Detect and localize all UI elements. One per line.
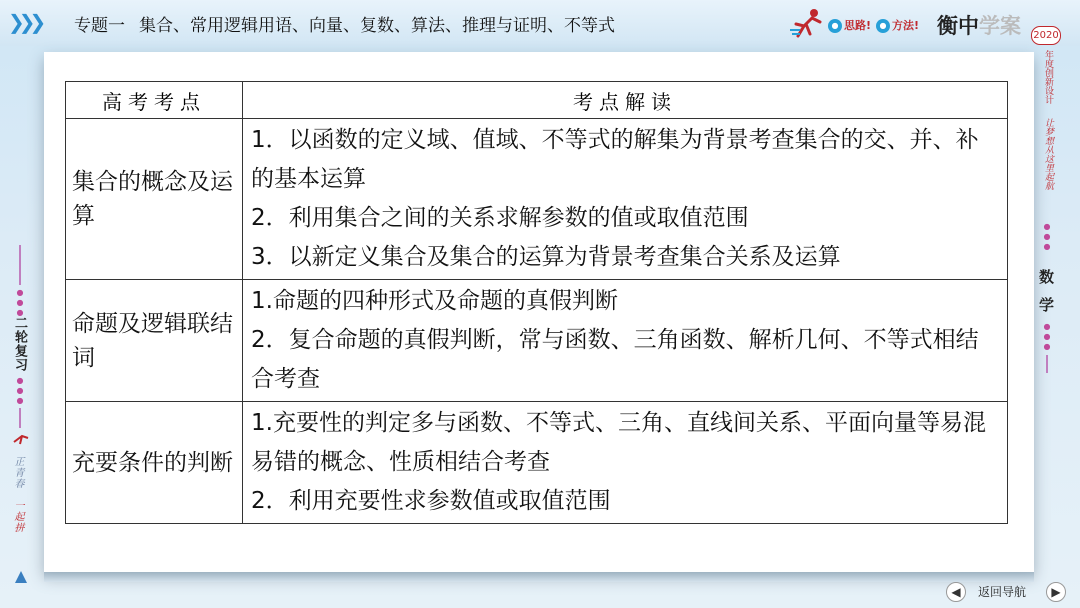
rail-line bbox=[1046, 355, 1048, 373]
description-line: 1.充要性的判定多与函数、不等式、三角、直线间关系、平面向量等易混易错的概念、性质相结合考查 bbox=[251, 410, 986, 475]
back-to-nav-link[interactable]: 返回导航 bbox=[978, 585, 1027, 599]
runner-logo-icon bbox=[788, 6, 828, 40]
thinking-icon: ● bbox=[828, 19, 842, 33]
table-row bbox=[66, 402, 1008, 524]
description-line: 2．复合命题的真假判断，常与函数、三角函数、解析几何、不等式相结合考查 bbox=[251, 327, 979, 392]
tag-method: ● 方法! bbox=[876, 17, 919, 33]
subject-label-2: 学 bbox=[1039, 296, 1055, 314]
rail-line bbox=[19, 408, 21, 428]
row-description bbox=[243, 402, 1008, 524]
rail-dots: ● ● ● bbox=[1043, 222, 1051, 251]
content-card bbox=[44, 52, 1034, 572]
table-header-row bbox=[66, 82, 1008, 119]
arrow-right-icon[interactable]: ▶ bbox=[1046, 582, 1066, 602]
table-row bbox=[66, 119, 1008, 280]
row-topic: 命题及逻辑联结词 bbox=[66, 280, 243, 402]
brand-logo: 衡中学案 bbox=[937, 13, 1021, 38]
page-title bbox=[74, 11, 615, 36]
method-icon: ● bbox=[876, 19, 890, 33]
rail-dots: ● ● ● bbox=[1043, 322, 1051, 351]
description-line: 2．利用充要性求参数值或取值范围 bbox=[251, 488, 611, 514]
header-bar bbox=[0, 0, 1080, 46]
logo-mark-icon bbox=[12, 568, 30, 586]
row-topic: 充要条件的判断 bbox=[66, 402, 243, 524]
row-description bbox=[243, 119, 1008, 280]
table-row bbox=[66, 280, 1008, 402]
column-header-description: 考点解读 bbox=[243, 82, 1008, 119]
arrow-left-icon[interactable]: ◀ bbox=[946, 582, 966, 602]
column-header-topic: 高考考点 bbox=[66, 82, 243, 119]
row-topic: 集合的概念及运算 bbox=[66, 119, 243, 280]
tag-thinking: ● 思路! bbox=[828, 17, 871, 33]
design-label: 年度创新设计 bbox=[1043, 50, 1053, 104]
row-description bbox=[243, 280, 1008, 402]
card-shadow-bar bbox=[44, 572, 1034, 582]
description-line: 3．以新定义集合及集合的运算为背景考查集合关系及运算 bbox=[251, 244, 841, 270]
subject-label-1: 数 bbox=[1039, 268, 1055, 286]
youth-label: 正青春 bbox=[12, 456, 23, 489]
chapter-label: 专题一 bbox=[74, 16, 125, 36]
year-badge: 2020 bbox=[1031, 26, 1061, 45]
exam-points-table bbox=[65, 81, 1008, 524]
chevron-right-icon: ❯❯❯ bbox=[8, 10, 41, 34]
rail-dots: ● ● ● bbox=[16, 376, 24, 405]
slogan-label: 让梦想从这里起航 bbox=[1043, 118, 1053, 190]
together-label: 一起拼 bbox=[12, 500, 23, 533]
description-line: 1.命题的四种形式及命题的真假判断 bbox=[251, 288, 618, 314]
review-label: 二轮复习 bbox=[12, 316, 27, 372]
description-line: 1．以函数的定义域、值域、不等式的解集为背景考查集合的交、并、补的基本运算 bbox=[251, 127, 979, 192]
rail-line bbox=[19, 245, 21, 285]
description-line: 2．利用集合之间的关系求解参数的值或取值范围 bbox=[251, 205, 749, 231]
rail-dots: ● ● ● bbox=[16, 288, 24, 317]
runner-icon bbox=[12, 432, 30, 446]
topic-label: 集合、常用逻辑用语、向量、复数、算法、推理与证明、不等式 bbox=[139, 16, 615, 36]
